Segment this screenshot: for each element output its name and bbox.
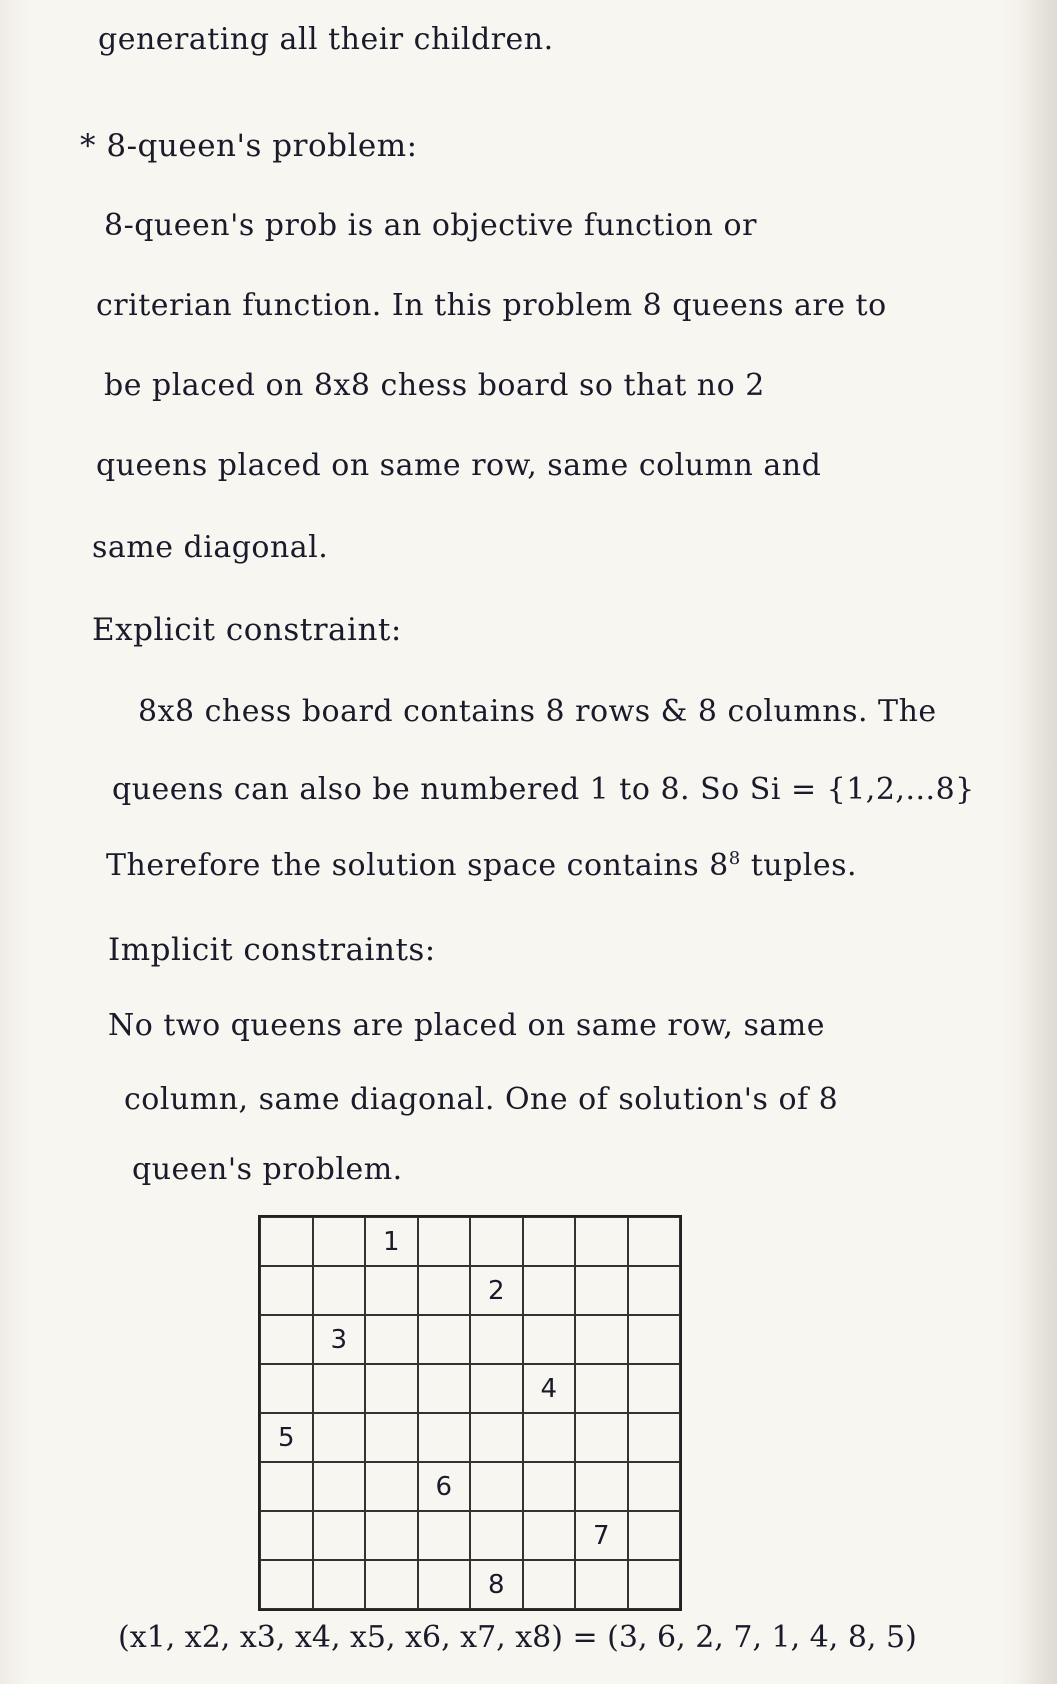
board-cell bbox=[365, 1217, 418, 1266]
board-cell bbox=[628, 1217, 681, 1266]
explicit-line-3-text: Therefore the solution space contains 8 bbox=[106, 848, 729, 883]
board-cell bbox=[260, 1511, 313, 1560]
queen-label: 4 bbox=[540, 1373, 558, 1404]
section-heading: * 8-queen's problem: bbox=[80, 128, 418, 164]
paragraph-line-1: 8-queen's prob is an objective function or bbox=[104, 208, 757, 243]
board-cell bbox=[313, 1560, 366, 1609]
board-cell bbox=[313, 1266, 366, 1315]
board-cell bbox=[628, 1315, 681, 1364]
queen-label: 6 bbox=[435, 1471, 453, 1502]
implicit-heading: Implicit constraints: bbox=[108, 932, 436, 968]
board-cell bbox=[418, 1511, 471, 1560]
implicit-line-3: queen's problem. bbox=[132, 1152, 403, 1187]
board-cell bbox=[628, 1266, 681, 1315]
board-cell bbox=[365, 1511, 418, 1560]
board-cell bbox=[365, 1560, 418, 1609]
board-cell bbox=[365, 1315, 418, 1364]
board-cell bbox=[418, 1560, 471, 1609]
board-cell bbox=[313, 1217, 366, 1266]
board-cell bbox=[260, 1266, 313, 1315]
board-cell bbox=[470, 1364, 523, 1413]
page-spine-shadow bbox=[1017, 0, 1057, 1684]
board-cell bbox=[418, 1266, 471, 1315]
board-cell bbox=[470, 1217, 523, 1266]
paragraph-line-4: queens placed on same row, same column and bbox=[96, 448, 822, 483]
queen-label: 3 bbox=[330, 1324, 348, 1355]
explicit-line-2: queens can also be numbered 1 to 8. So Si = {1,2,...8} bbox=[112, 772, 975, 807]
board-cell bbox=[470, 1413, 523, 1462]
board-cell bbox=[628, 1413, 681, 1462]
board-cell bbox=[260, 1217, 313, 1266]
paragraph-line-3: be placed on 8x8 chess board so that no 2 bbox=[104, 368, 765, 403]
board-cell bbox=[628, 1364, 681, 1413]
board-cell bbox=[628, 1462, 681, 1511]
queen-label: 8 bbox=[487, 1569, 505, 1600]
board-cell bbox=[523, 1364, 576, 1413]
board-cell bbox=[470, 1266, 523, 1315]
paragraph-line-2: criterian function. In this problem 8 queens are to bbox=[96, 288, 887, 323]
board-cell bbox=[575, 1511, 628, 1560]
chess-board-grid bbox=[258, 1215, 682, 1611]
board-cell bbox=[628, 1560, 681, 1609]
board-cell bbox=[260, 1462, 313, 1511]
board-cell bbox=[365, 1462, 418, 1511]
queen-label: 7 bbox=[592, 1520, 610, 1551]
board-cell bbox=[313, 1364, 366, 1413]
board-cell bbox=[575, 1217, 628, 1266]
board-cell bbox=[418, 1315, 471, 1364]
board-cell bbox=[470, 1560, 523, 1609]
board-cell bbox=[575, 1413, 628, 1462]
paragraph-line-5: same diagonal. bbox=[92, 530, 329, 565]
board-cell bbox=[365, 1266, 418, 1315]
board-cell bbox=[523, 1266, 576, 1315]
board-cell bbox=[418, 1364, 471, 1413]
implicit-line-1: No two queens are placed on same row, same bbox=[108, 1008, 825, 1043]
board-cell bbox=[575, 1462, 628, 1511]
queen-label: 2 bbox=[487, 1275, 505, 1306]
board-cell bbox=[523, 1315, 576, 1364]
board-cell bbox=[418, 1413, 471, 1462]
board-cell bbox=[260, 1560, 313, 1609]
board-cell bbox=[470, 1462, 523, 1511]
board-cell bbox=[313, 1315, 366, 1364]
board-cell bbox=[313, 1462, 366, 1511]
intro-line: generating all their children. bbox=[98, 22, 554, 57]
board-cell bbox=[470, 1315, 523, 1364]
board-cell bbox=[523, 1462, 576, 1511]
board-cell bbox=[628, 1511, 681, 1560]
board-cell bbox=[575, 1364, 628, 1413]
explicit-tail: tuples. bbox=[740, 848, 858, 883]
explicit-heading: Explicit constraint: bbox=[92, 612, 402, 648]
board-cell bbox=[418, 1462, 471, 1511]
board-cell bbox=[575, 1266, 628, 1315]
board-cell bbox=[260, 1364, 313, 1413]
explicit-line-1: 8x8 chess board contains 8 rows & 8 columns. The bbox=[138, 694, 937, 729]
board-cell bbox=[523, 1560, 576, 1609]
queen-label: 1 bbox=[382, 1226, 400, 1257]
board-cell bbox=[575, 1315, 628, 1364]
board-cell bbox=[260, 1315, 313, 1364]
explicit-line-3 bbox=[106, 848, 857, 883]
queen-label: 5 bbox=[277, 1422, 295, 1453]
board-cell bbox=[365, 1364, 418, 1413]
board-cell bbox=[523, 1217, 576, 1266]
solution-tuple: (x1, x2, x3, x4, x5, x6, x7, x8) = (3, 6, 2, 7, 1, 4, 8, 5) bbox=[118, 1620, 917, 1655]
board-cell bbox=[260, 1413, 313, 1462]
board-cell bbox=[313, 1511, 366, 1560]
board-cell bbox=[470, 1511, 523, 1560]
explicit-exponent: 8 bbox=[728, 848, 741, 869]
board-cell bbox=[313, 1413, 366, 1462]
board-cell bbox=[365, 1413, 418, 1462]
board-cell bbox=[418, 1217, 471, 1266]
board-cell bbox=[575, 1560, 628, 1609]
board-cell bbox=[523, 1413, 576, 1462]
implicit-line-2: column, same diagonal. One of solution's of 8 bbox=[124, 1082, 839, 1117]
board-cell bbox=[523, 1511, 576, 1560]
